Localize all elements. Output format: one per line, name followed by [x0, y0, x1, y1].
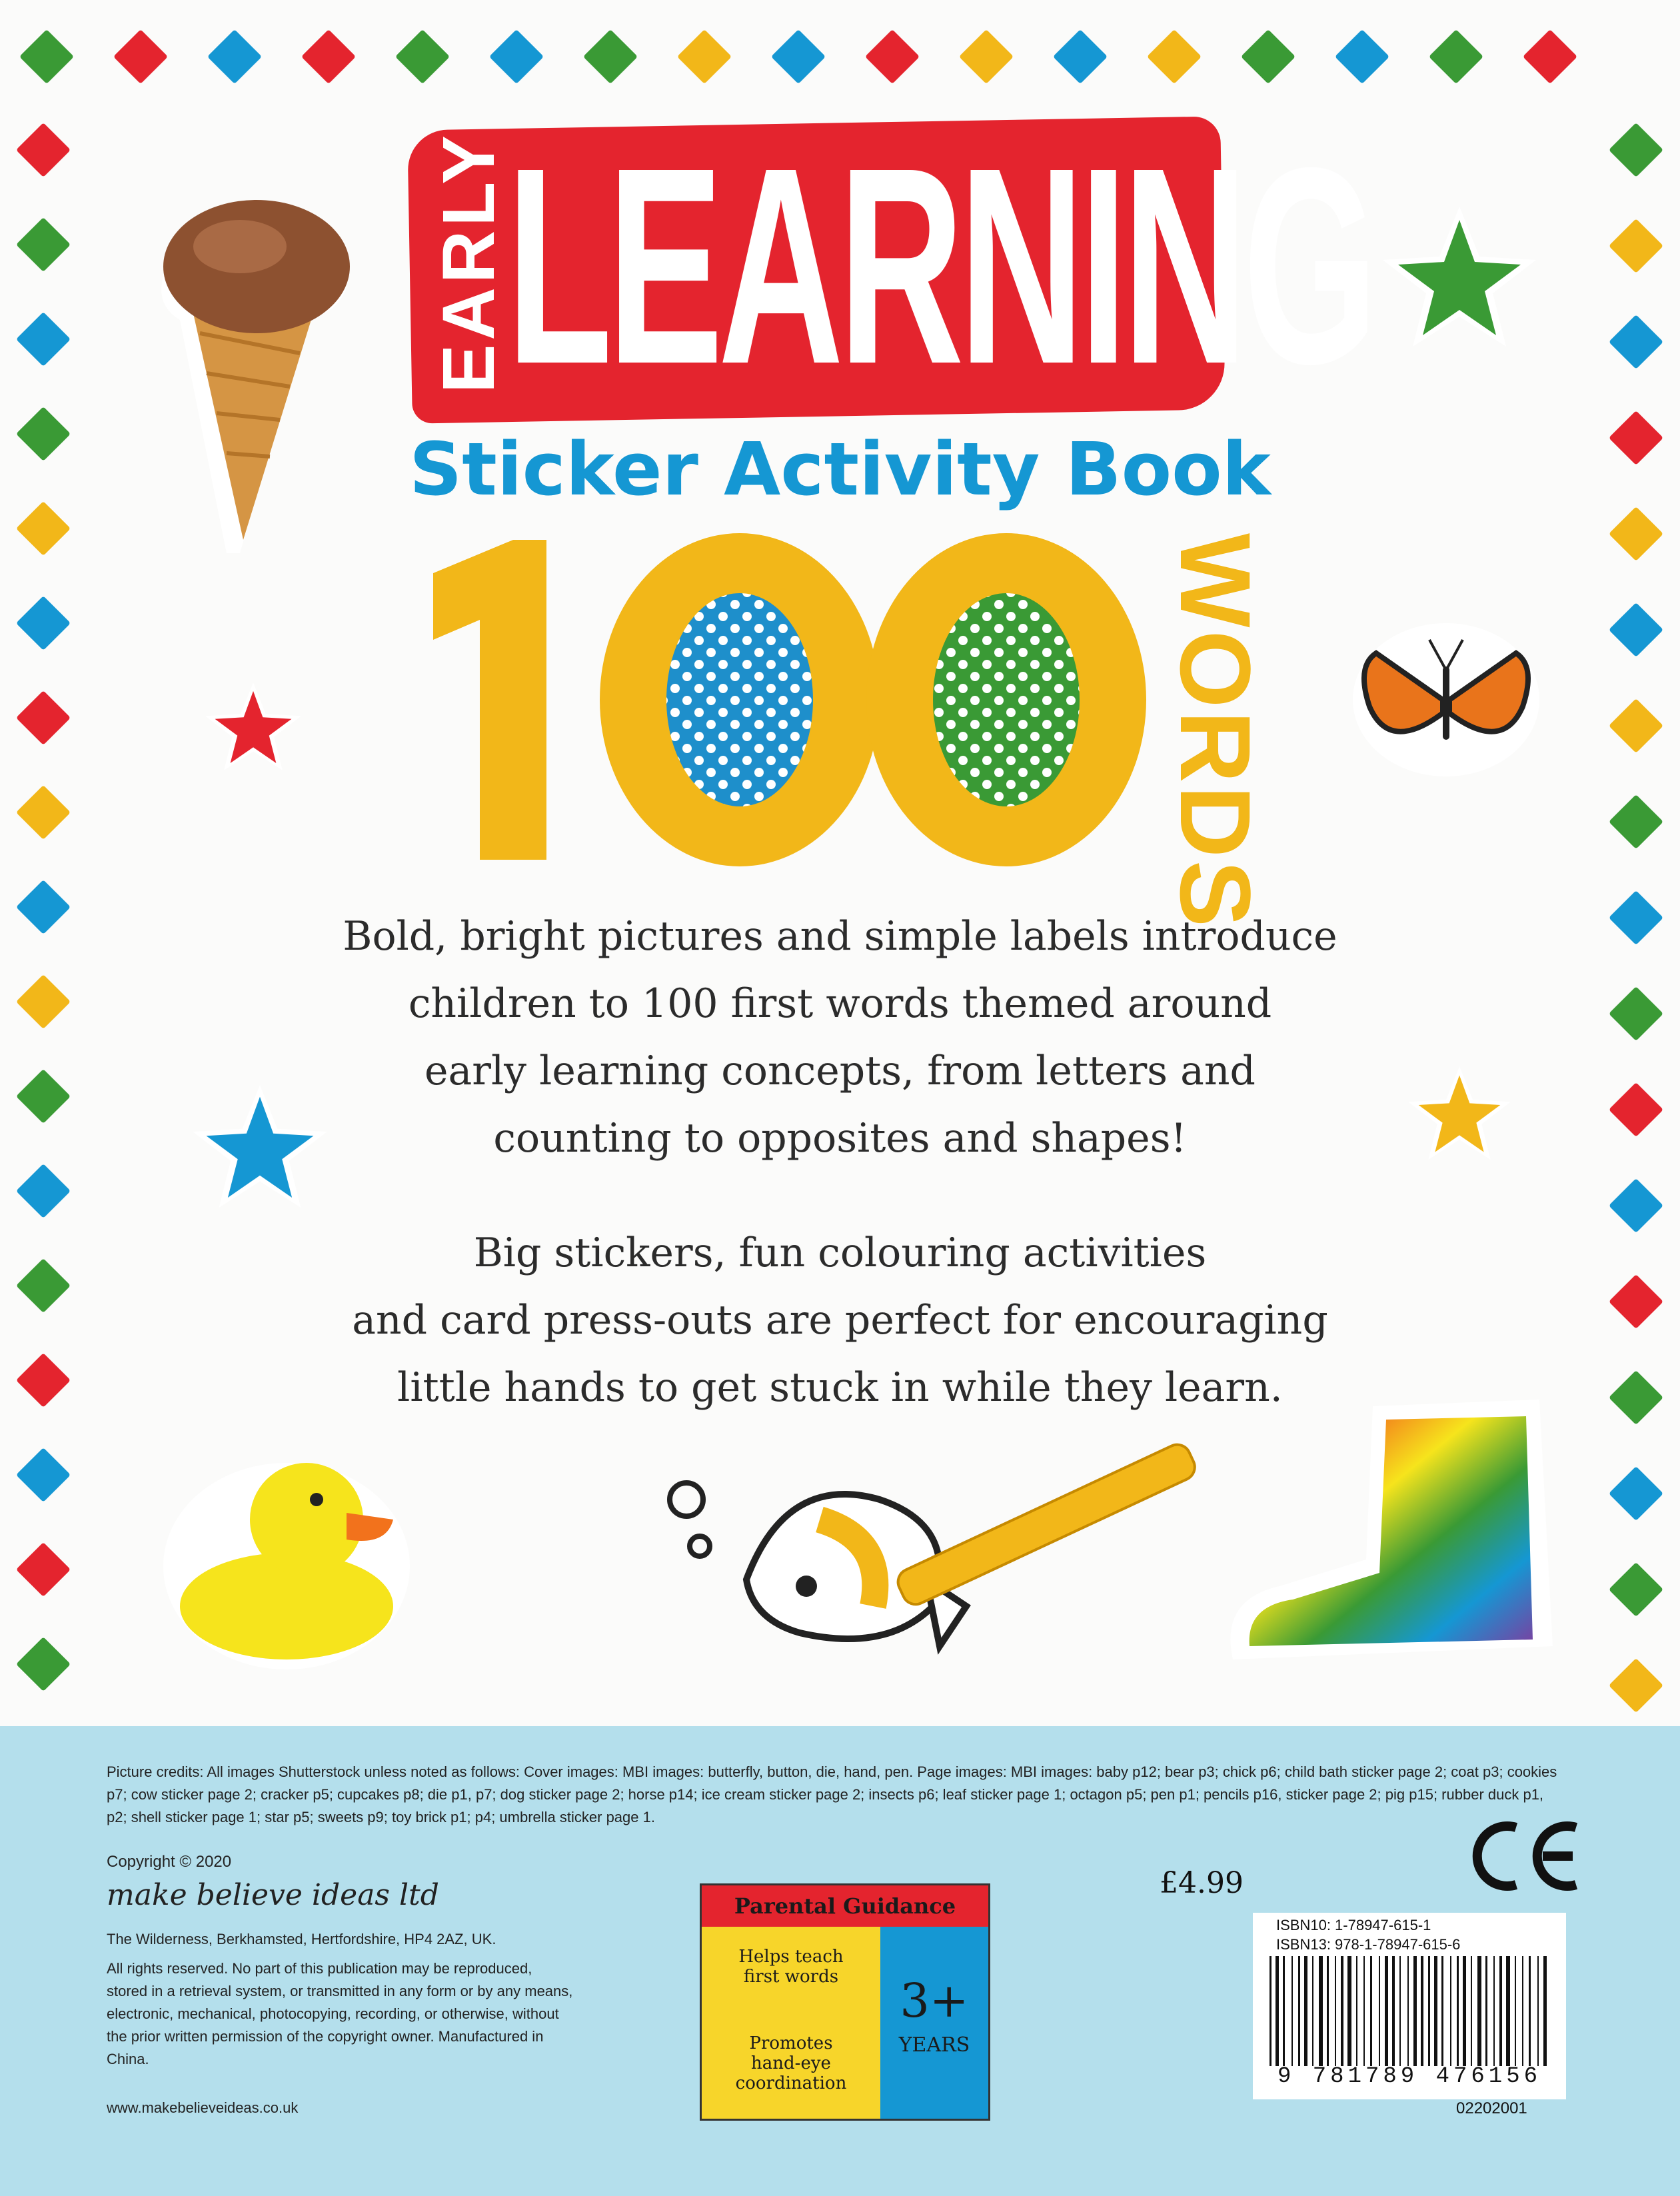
- border-diamond: [16, 312, 71, 367]
- age-unit: YEARS: [898, 2033, 970, 2057]
- border-diamond: [113, 29, 168, 84]
- barcode-bar: [1298, 1956, 1300, 2066]
- border-diamond: [1609, 794, 1663, 849]
- barcode-bar: [1499, 1956, 1502, 2066]
- barcode-bar: [1493, 1956, 1495, 2066]
- border-diamond: [1609, 1562, 1663, 1617]
- age-value: 3+: [900, 1973, 969, 2028]
- publisher-address: The Wilderness, Berkhamsted, Hertfordshire, HP4 2AZ, UK.: [107, 1931, 496, 1947]
- website-link[interactable]: www.makebelieveideas.co.uk: [107, 2099, 299, 2116]
- barcode-bar: [1506, 1956, 1510, 2066]
- border-diamond: [207, 29, 262, 84]
- number-100: [393, 517, 1160, 873]
- barcode-bar: [1441, 1956, 1443, 2066]
- barcode-bar: [1335, 1956, 1336, 2066]
- parental-guidance-heading: Parental Guidance: [702, 1885, 988, 1927]
- barcode-bar: [1434, 1956, 1437, 2066]
- barcode-bar: [1428, 1956, 1430, 2066]
- star-icon: [203, 680, 303, 773]
- guidance-item: Promotes hand-eye coordination: [735, 2033, 847, 2093]
- barcode-bar: [1471, 1956, 1472, 2066]
- border-diamond: [16, 1448, 71, 1502]
- title-learning: LEARNING: [506, 110, 1373, 423]
- border-diamond: [16, 596, 71, 650]
- barcode-bar: [1327, 1956, 1329, 2066]
- border-diamond: [1147, 29, 1202, 84]
- barcode-bar: [1515, 1956, 1516, 2066]
- barcode-bar: [1537, 1956, 1539, 2066]
- barcode-bar: [1485, 1956, 1487, 2066]
- copyright: Copyright © 2020: [107, 1853, 232, 1871]
- barcode-bar: [1319, 1956, 1323, 2066]
- ce-mark-icon: [1463, 1819, 1583, 1893]
- barcode-bar: [1356, 1956, 1357, 2066]
- border-diamond: [583, 29, 638, 84]
- barcode-bar: [1407, 1956, 1409, 2066]
- barcode-bar: [1312, 1956, 1313, 2066]
- border-diamond: [1429, 29, 1483, 84]
- barcode-bar: [1341, 1956, 1343, 2066]
- product-code: 02202001: [1456, 2099, 1527, 2117]
- barcode-bar: [1450, 1956, 1451, 2066]
- barcode-bar: [1283, 1956, 1285, 2066]
- ice-cream-icon: [133, 153, 373, 566]
- star-icon: [1379, 203, 1539, 350]
- guidance-item: Helps teach first words: [738, 1947, 844, 1987]
- butterfly-icon: [1349, 620, 1543, 780]
- fish-drawing-icon: [653, 1433, 1253, 1733]
- price: £4.99: [1160, 1866, 1244, 1900]
- barcode-bar: [1392, 1956, 1395, 2066]
- border-diamond: [489, 29, 544, 84]
- isbn10: ISBN10: 1-78947-615-1: [1276, 1917, 1431, 1933]
- border-diamond: [1609, 1658, 1663, 1713]
- border-diamond: [1609, 1466, 1663, 1521]
- border-diamond: [771, 29, 826, 84]
- border-diamond: [1609, 123, 1663, 177]
- barcode-bar: [1385, 1956, 1388, 2066]
- border-diamond: [16, 217, 71, 272]
- crayon-icon: [894, 1440, 1199, 1609]
- border-diamond: [1335, 29, 1389, 84]
- border-diamond: [16, 1637, 71, 1691]
- isbn13: ISBN13: 978-1-78947-615-6: [1276, 1936, 1461, 1953]
- number-100-glyphs: [433, 533, 1146, 866]
- border-diamond: [865, 29, 920, 84]
- border-diamond: [1241, 29, 1295, 84]
- border-diamond: [16, 123, 71, 177]
- border-diamond: [301, 29, 356, 84]
- number-100-text: 100: [393, 517, 414, 529]
- border-diamond: [16, 1542, 71, 1597]
- barcode-bar: [1457, 1956, 1459, 2066]
- barcode-bar: [1477, 1956, 1481, 2066]
- barcode-icon: [1266, 1956, 1553, 2069]
- title-early: EARLY: [428, 131, 510, 393]
- barcode-bar: [1379, 1956, 1380, 2066]
- barcode-bar: [1370, 1956, 1372, 2066]
- border-diamond: [1609, 698, 1663, 753]
- barcode-bar: [1529, 1956, 1531, 2066]
- barcode-bar: [1522, 1956, 1523, 2066]
- barcode-bar: [1543, 1956, 1547, 2066]
- border-diamond: [677, 29, 732, 84]
- border-diamond: [1609, 315, 1663, 369]
- barcode-bar: [1291, 1956, 1293, 2066]
- border-diamond: [395, 29, 450, 84]
- border-diamond: [19, 29, 74, 84]
- border-diamond: [1523, 29, 1577, 84]
- border-diamond: [16, 690, 71, 745]
- blurb-paragraph-1: Bold, bright pictures and simple labels introduce children to 100 first words themed around early learning concepts, from letters and counting to opposites and shapes!: [343, 913, 1337, 1162]
- rights-statement: All rights reserved. No part of this publication may be reproduced, stored in a retrieval system, or transmitted in any form or by any means, electronic, mechanical, photocopying, recording, or otherwise, without the prior written permission of the copyright owner. Manufactured in China.: [107, 1960, 573, 2067]
- border-diamond: [16, 785, 71, 840]
- border-diamond: [1053, 29, 1108, 84]
- border-diamond: [1609, 507, 1663, 561]
- barcode-bar: [1275, 1956, 1279, 2066]
- blurb-paragraph-2: Big stickers, fun colouring activities and card press-outs are perfect for encouraging little hands to get stuck in while they learn.: [352, 1230, 1328, 1411]
- barcode-bar: [1363, 1956, 1365, 2066]
- barcode-number: 9 781789 476156: [1277, 2064, 1542, 2089]
- rubber-duck-icon: [160, 1440, 413, 1673]
- barcode-bar: [1413, 1956, 1417, 2066]
- words-label: WORDS: [1160, 533, 1271, 930]
- barcode-bar: [1399, 1956, 1401, 2066]
- barcode-bar: [1421, 1956, 1423, 2066]
- border-diamond: [1609, 602, 1663, 657]
- publisher-logo: make believe ideas ltd: [107, 1878, 439, 1912]
- barcode-bar: [1269, 1956, 1271, 2066]
- parental-guidance-box: [700, 1883, 990, 2121]
- barcode-bar: [1463, 1956, 1466, 2066]
- rain-boot-icon: [1220, 1400, 1566, 1679]
- parental-guidance-items: [702, 1927, 880, 2119]
- age-badge: [880, 1927, 988, 2119]
- barcode-bar: [1304, 1956, 1307, 2066]
- subtitle: Sticker Activity Book: [409, 427, 1271, 512]
- barcode-bar: [1347, 1956, 1351, 2066]
- picture-credits: Picture credits: All images Shutterstock unless noted as follows: Cover images: MBI images: butterfly, button, die, hand, pen. Page images: MBI images: baby p12; bear p3; chick p6; child bath sticker page 2; coat p3; cookies p7; cow sticker page 2; cracker p5; cupcakes p8; die p1, p7; dog sticker page 2; horse p14; ice cream sticker page 2; insects p6; leaf sticker page 1; octagon p5; pen p1; pencils p16, sticker page 2; pig p15; rubber duck p1, p2; shell sticker page 1; star p5; sweets p9; toy brick p1; p4; umbrella sticker page 1.: [107, 1763, 1557, 1825]
- border-diamond: [1609, 219, 1663, 273]
- border-diamond: [959, 29, 1014, 84]
